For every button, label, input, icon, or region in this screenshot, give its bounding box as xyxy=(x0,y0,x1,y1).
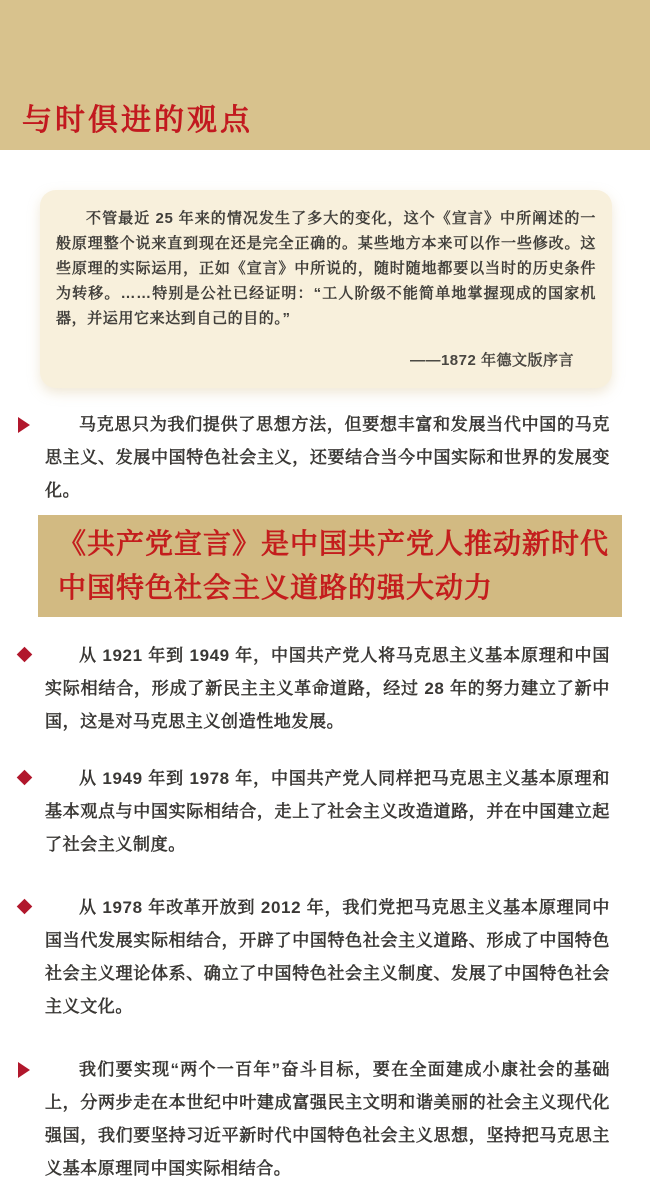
section-heading-line-1: 《共产党宣言》是中国共产党人推动新时代 xyxy=(58,528,610,559)
section-heading-banner xyxy=(38,515,622,617)
triangle-right-icon xyxy=(18,417,30,433)
quote-card xyxy=(40,190,612,388)
quote-text: 不管最近 25 年来的情况发生了多大的变化，这个《宣言》中所阐述的一般原理整个说来直到现在还是完全正确的。某些地方本来可以作一些修改。这些原理的实际运用，正如《宣言》中所说的，随时随地都要以当时的历史条件为转移。……特别是公社已经证明：“工人阶级不能简单地掌握现成的国家机器，并运用它来达到自己的目的。” xyxy=(56,210,596,327)
triangle-right-icon xyxy=(18,1062,30,1078)
bullet-text: 从 1921 年到 1949 年，中国共产党人将马克思主义基本原理和中国实际相结合，形成了新民主主义革命道路，经过 28 年的努力建立了新中国，这是对马克思主义创造性地发展。 xyxy=(45,646,610,731)
bullet-text: 从 1949 年到 1978 年，中国共产党人同样把马克思主义基本原理和基本观点与中国实际相结合，走上了社会主义改造道路，并在中国建立起了社会主义制度。 xyxy=(45,769,610,854)
bullet-text: 我们要实现“两个一百年”奋斗目标，要在全面建成小康社会的基础上，分两步走在本世纪中叶建成富强民主文明和谐美丽的社会主义现代化强国，我们要坚持习近平新时代中国特色社会主义思想，坚持把马克思主义基本原理同中国实际相结合。 xyxy=(45,1060,610,1178)
quote-attribution: ——1872 年德文版序言 xyxy=(409,352,574,369)
page-title: 与时俱进的观点 xyxy=(22,104,253,137)
diamond-icon xyxy=(17,899,33,915)
page-header xyxy=(0,0,650,150)
bullet-item-two-centenary xyxy=(0,1053,650,1185)
bullet-item-1978-2012 xyxy=(0,891,650,1023)
diamond-icon xyxy=(17,770,33,786)
diamond-icon xyxy=(17,647,33,663)
bullet-item-1949-1978 xyxy=(0,762,650,861)
bullet-text: 马克思只为我们提供了思想方法，但要想丰富和发展当代中国的马克思主义、发展中国特色社会主义，还要结合当今中国实际和世界的发展变化。 xyxy=(45,415,610,500)
bullet-text: 从 1978 年改革开放到 2012 年，我们党把马克思主义基本原理同中国当代发展实际相结合，开辟了中国特色社会主义道路、形成了中国特色社会主义理论体系、确立了中国特色社会主义制度、发展了中国特色社会主义文化。 xyxy=(45,898,610,1016)
bullet-item-1921-1949 xyxy=(0,639,650,738)
section-heading-line-2: 中国特色社会主义道路的强大动力 xyxy=(58,572,494,603)
bullet-item-intro xyxy=(0,408,650,507)
